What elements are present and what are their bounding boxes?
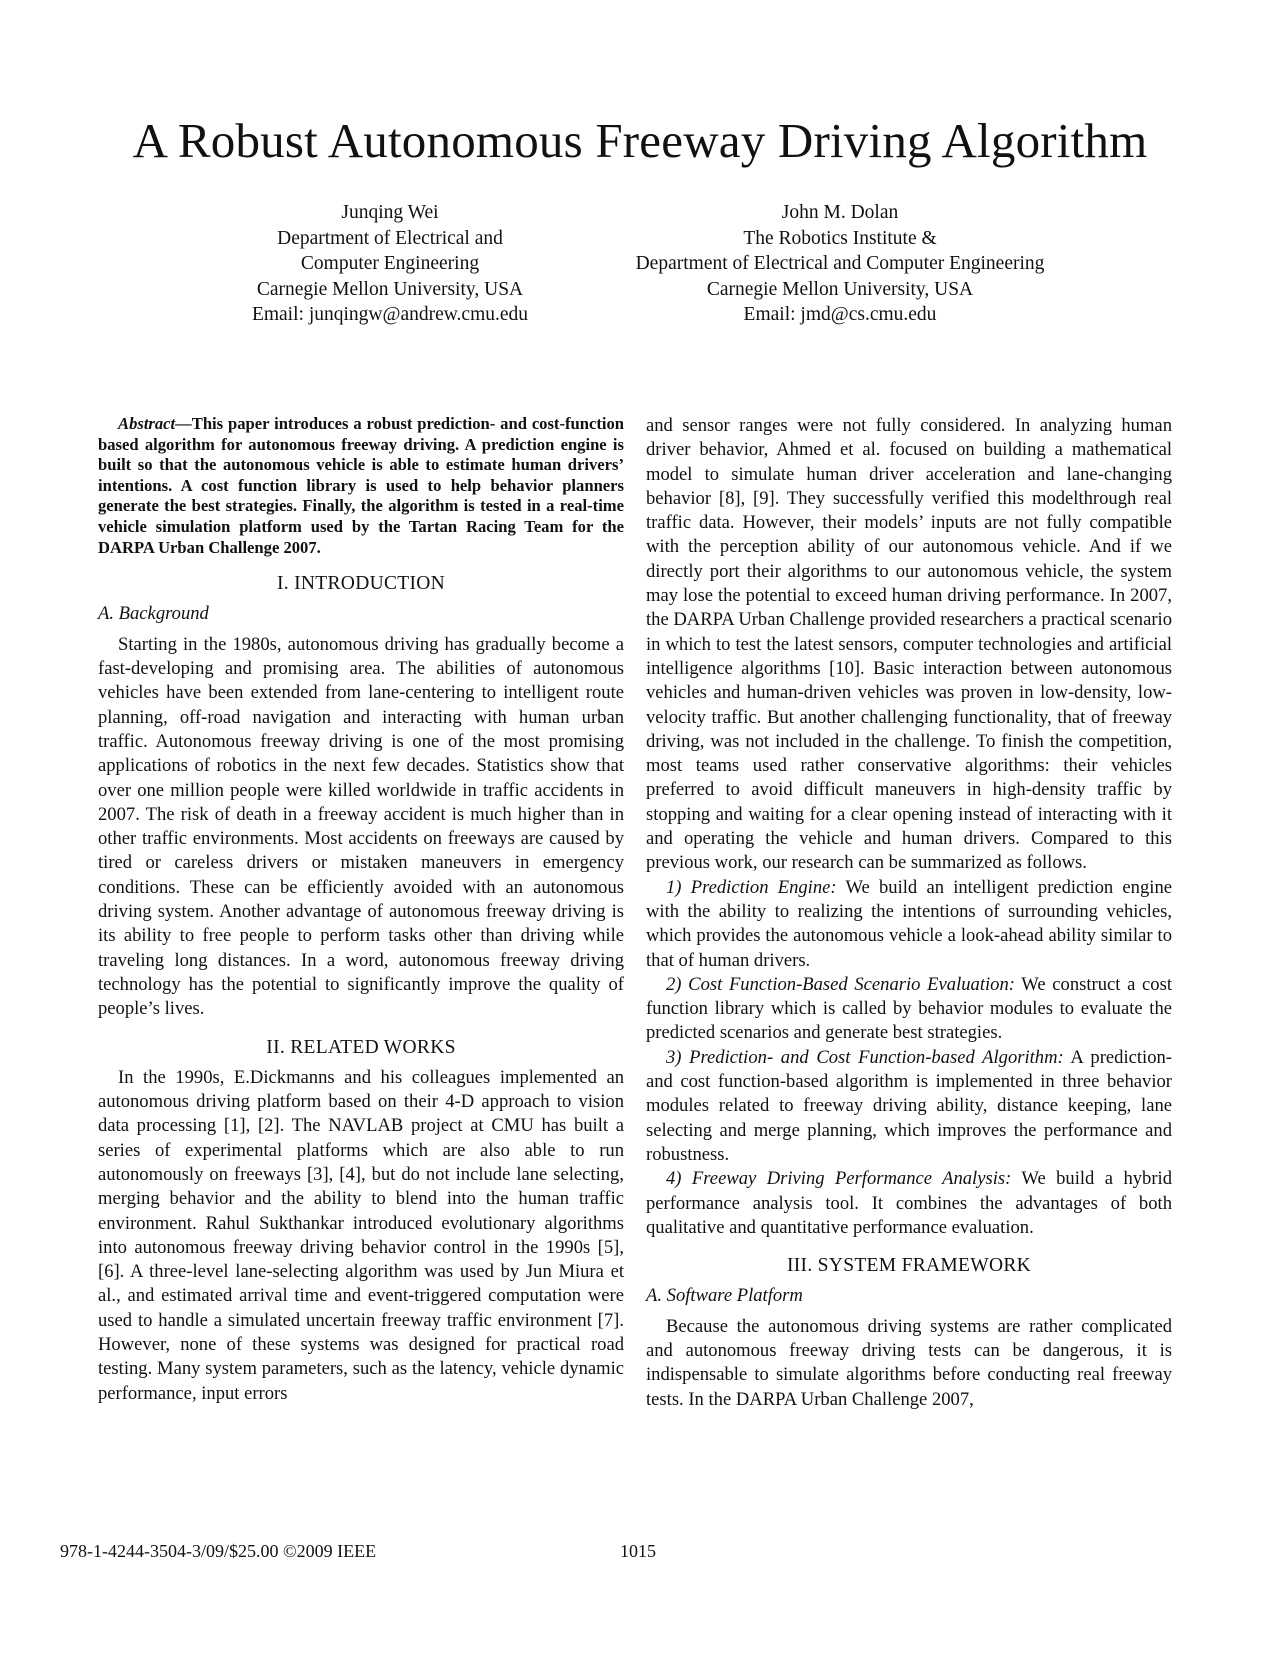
related-works-paragraph: In the 1990s, E.Dickmanns and his colleagues implemented an autonomous driving platform based on their 4-D approach to vision data processing [1], [2]. The NAVLAB project at CMU has built a series of experimental platforms which are also able to run autonomously on freeways [3], [4], but do not include lane selecting, merging behavior and the ability to blend into the human traffic environment. Rahul Sukthankar introduced evolutionary algorithms into autonomous freeway driving behavior control in the 1990s [5], [6]. A three-level lane-selecting algorithm was used by Jun Miura et al., and estimated arrival time and event-triggered computation were used to handle a simulated uncertain freeway traffic environment [7]. However, none of these systems was designed for practical road testing. Many system parameters, such as the latency, vehicle dynamic performance, input errors: [98, 1066, 624, 1404]
left-column: [98, 414, 624, 1406]
abstract-text: —This paper introduces a robust prediction- and cost-function based algorithm for autonomous freeway driving. A prediction engine is built so that the autonomous vehicle is able to estimate human drivers’ intentions. A cost function library is used to help behavior planners generate the best strategies. Finally, the algorithm is tested in a real-time vehicle simulation platform used by the Tartan Racing Team for the DARPA Urban Challenge 2007.: [98, 414, 624, 557]
contribution-item-2: 2) Cost Function-Based Scenario Evaluation: We construct a cost function library which is called by behavior modules to evaluate the predicted scenarios and generate best strategies.: [646, 973, 1173, 1044]
related-works-paragraph-continued: and sensor ranges were not fully considered. In analyzing human driver behavior, Ahmed et al. focused on building a mathematical model to simulate human driver acceleration and lane-changing behavior [8], [9]. They successfully verified this modelthrough real traffic data. However, their models’ inputs are not fully compatible with the perception ability of our autonomous vehicle. And if we directly port their algorithms to our autonomous vehicle, the system may lose the potential to exceed human driving performance. In 2007, the DARPA Urban Challenge provided researchers a practical scenario in which to test the latest sensors, computer technologies and artificial intelligence algorithms [10]. Basic interaction between autonomous vehicles and human-driven vehicles was proven in low-density, low-velocity traffic. But another challenging functionality, that of freeway driving, was not included in the challenge. To finish the competition, most teams used rather conservative algorithms: their vehicles preferred to avoid difficult maneuvers in high-density traffic by stopping and waiting for a clear opening instead of interacting with it and operating the vehicle and human drivers. Compared to this previous work, our research can be summarized as follows.: [646, 415, 1172, 874]
author-affiliation: Carnegie Mellon University, USA: [706, 278, 974, 300]
author-name: John M. Dolan: [781, 202, 899, 223]
section-heading-system-framework: III. SYSTEM FRAMEWORK: [786, 1255, 1032, 1277]
author-block-2: [610, 200, 1070, 328]
author-affiliation: Carnegie Mellon University, USA: [256, 278, 524, 300]
author-affiliation: Computer Engineering: [300, 253, 480, 274]
right-column: [646, 414, 1172, 1412]
author-email: Email: jmd@cs.cmu.edu: [743, 304, 937, 325]
author-affiliation: Department of Electrical and: [277, 227, 503, 249]
abstract-label: Abstract: [118, 414, 176, 433]
subsection-heading-background: A. Background: [98, 603, 209, 625]
contribution-item-4: 4) Freeway Driving Performance Analysis: We build a hybrid performance analysis tool. It combines the advantages of both qualitative and quantitative performance evaluation.: [646, 1168, 1172, 1238]
section-heading-introduction: I. INTRODUCTION: [276, 573, 446, 595]
author-affiliation: Department of Electrical and Computer Engineering: [635, 253, 1045, 274]
intro-paragraph: Starting in the 1980s, autonomous driving has gradually become a fast-developing and promising area. The abilities of autonomous vehicles have been extended from lane-centering to intelligent route planning, off-road navigation and interacting with human urban traffic. Autonomous freeway driving is one of the most promising applications of robotics in the next few decades. Statistics show that over one million people were killed worldwide in traffic accidents in 2007. The risk of death in a freeway accident is much higher than in other traffic environments. Most accidents on freeways are caused by tired or careless drivers or mistaken maneuvers in emergency conditions. These can be efficiently avoided with an autonomous driving system. Another advantage of autonomous freeway driving is its ability to free people to perform tasks other than driving while traveling long distances. In a word, autonomous freeway driving technology has the potential to significantly improve the quality of people’s lives.: [98, 633, 624, 1020]
footer-isbn: 978-1-4244-3504-3/09/$25.00 ©2009 IEEE: [60, 1541, 377, 1561]
contribution-item-3: 3) Prediction- and Cost Function-based Algorithm: A prediction- and cost function-based algorithm is implemented in three behavior modules related to freeway driving ability, distance keeping, lane selecting and merge planning, which improves the performance and robustness.: [646, 1046, 1172, 1165]
contribution-item-1: 1) Prediction Engine: We build an intelligent prediction engine with the ability to realizing the intentions of surrounding vehicles, which provides the autonomous vehicle a look-ahead ability similar to that of human drivers.: [646, 876, 1172, 971]
author-block-1: [190, 200, 590, 328]
abstract: [98, 414, 624, 558]
author-email: Email: junqingw@andrew.cmu.edu: [251, 304, 529, 325]
subsection-heading-software-platform: A. Software Platform: [646, 1285, 803, 1307]
paper-title: A Robust Autonomous Freeway Driving Algorithm: [132, 113, 1148, 168]
framework-paragraph: Because the autonomous driving systems are rather complicated and autonomous freeway driving tests can be dangerous, it is indispensable to simulate algorithms before conducting real freeway tests. In the DARPA Urban Challenge 2007,: [646, 1315, 1172, 1410]
section-heading-related-works: II. RELATED WORKS: [266, 1036, 456, 1058]
author-name: Junqing Wei: [341, 202, 439, 223]
author-affiliation: The Robotics Institute &: [743, 227, 937, 249]
page-number: 1015: [620, 1541, 656, 1561]
